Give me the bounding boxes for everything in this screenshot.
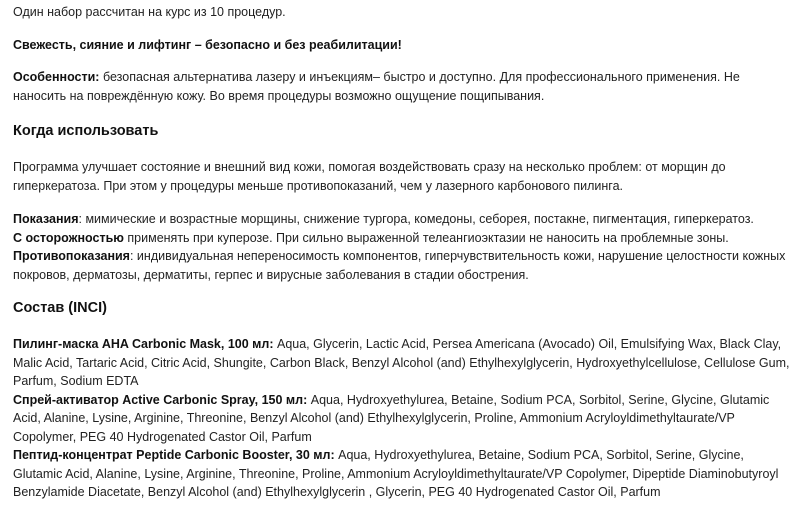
caution-text: применять при куперозе. При сильно выраженной телеангиоэктазии не наносить на проблемные зоны. xyxy=(123,230,729,245)
composition-item-ingredients: Aqua, Hydroxyethylurea, Betaine, Sodium PCA, Sorbitol, Serine, Glycine, Glutamic Acid, Alanine, Lysine, Arginine, Threonine, Proline, Ammonium Acryloyldimethyltaurate/VP Copolymer, Dipeptide Diaminobutyroyl Benzylamide Diacetate, Benzyl Alcohol (and) Ethylhexylglycerin , Glycerin, PEG 40 Hydrogenated Castor Oil, Parfum xyxy=(13,448,779,499)
features-label: Особенности: xyxy=(13,70,100,84)
composition-item-ingredients: Aqua, Hydroxyethylurea, Betaine, Sodium PCA, Sorbitol, Serine, Glycine, Glutamic Acid, Alanine, Lysine, Arginine, Threonine, Benzyl Alcohol (and) Ethylhexylglycerin, Proline, Ammonium Acryloyldimethyltaurate/VP Copolymer, PEG 40 Hydrogenated Castor Oil, Parfum xyxy=(13,392,770,444)
contraindications-label: Противопоказания xyxy=(13,249,130,263)
composition-list xyxy=(13,335,790,502)
when-to-use-heading: Когда использовать xyxy=(13,123,159,139)
composition-heading: Состав (INCI) xyxy=(13,300,107,316)
indications-label: Показания xyxy=(13,212,79,226)
indications-text: : мимические и возрастные морщины, снижение тургора, комедоны, себорея, постакне, пигментация, гиперкератоз. xyxy=(78,212,754,226)
course-note: Один набор рассчитан на курс из 10 процедур. xyxy=(13,5,286,19)
composition-item-name: Спрей-активатор Active Carbonic Spray, 150 мл: xyxy=(13,392,308,407)
caution-label: С осторожностью xyxy=(13,230,124,245)
composition-item-ingredients: Aqua, Glycerin, Lactic Acid, Persea Americana (Avocado) Oil, Emulsifying Wax, Black Clay, Malic Acid, Tartaric Acid, Citric Acid, Shungite, Carbon Black, Benzyl Alcohol (and) Ethylhexylglycerin, Hydroxyethylcellulose, Cellulose Gum, Parfum, Sodium EDTA xyxy=(13,337,790,388)
composition-item-name: Пилинг-маска AHA Carbonic Mask, 100 мл: xyxy=(13,337,274,351)
composition-item-booster xyxy=(13,446,790,502)
indications-paragraph xyxy=(13,210,790,229)
when-to-use-description: Программа улучшает состояние и внешний вид кожи, помогая воздействовать сразу на несколько проблем: от морщин до гиперкератоза. При этом у процедуры меньше противопоказаний, чем у лазерного карбонового пилинга. xyxy=(13,160,726,193)
composition-item-mask xyxy=(13,335,790,391)
composition-item-name: Пептид-концентрат Peptide Carbonic Booster, 30 мл: xyxy=(13,448,335,462)
tagline: Свежесть, сияние и лифтинг – безопасно и без реабилитации! xyxy=(13,38,402,52)
caution-paragraph xyxy=(13,229,790,248)
contraindications-text: : индивидуальная непереносимость компонентов, гиперчувствительность кожи, нарушение целостности кожных покровов, дерматозы, дерматиты, герпес и вирусные заболевания в стадии обострения. xyxy=(13,249,786,282)
features-paragraph xyxy=(13,68,790,105)
indications-block xyxy=(13,210,790,284)
contraindications-paragraph xyxy=(13,247,790,284)
features-text: безопасная альтернатива лазеру и инъекциям– быстро и доступно. Для профессионального применения. Не наносить на повреждённую кожу. Во время процедуры возможно ощущение пощипывания. xyxy=(13,70,740,103)
composition-item-spray xyxy=(13,391,790,447)
